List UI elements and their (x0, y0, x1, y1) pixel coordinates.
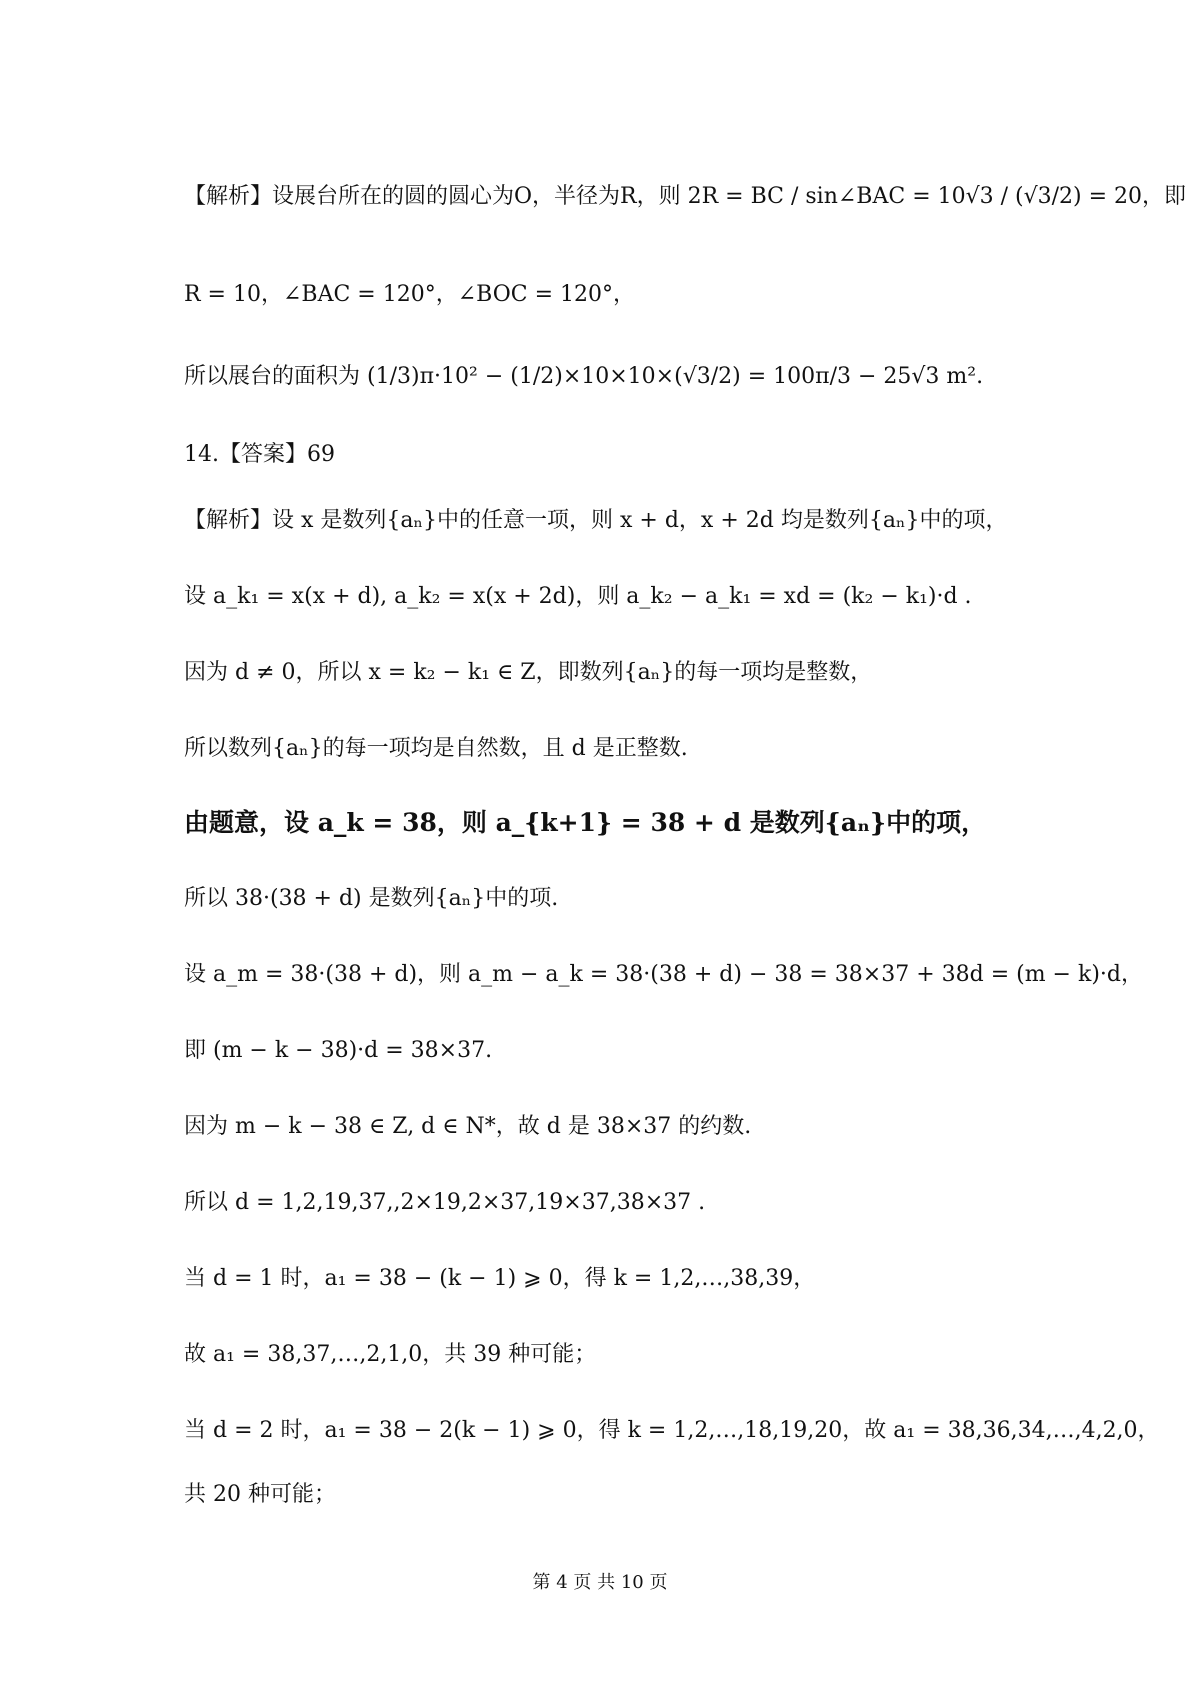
page-footer: 第 4 页 共 10 页 (532, 1572, 668, 1593)
text-line: 所以 d = 1,2,19,37,,2×19,2×37,19×37,38×37 . (184, 1190, 706, 1215)
text-line: 当 d = 1 时，a₁ = 38 − (k − 1) ⩾ 0，得 k = 1,2,…,38,39， (184, 1266, 816, 1291)
text-line: 所以展台的面积为 (1/3)π·10² − (1/2)×10×10×(√3/2) = 100π/3 − 25√3 m². (184, 364, 984, 389)
text-line: 当 d = 2 时，a₁ = 38 − 2(k − 1) ⩾ 0，得 k = 1,2,…,18,19,20，故 a₁ = 38,36,34,…,4,2,0， (184, 1418, 1160, 1443)
answer-heading: 14.【答案】69 (184, 442, 335, 467)
text-line: 因为 d ≠ 0，所以 x = k₂ − k₁ ∈ Z，即数列{aₙ}的每一项均是整数， (184, 660, 873, 685)
text-line: 所以 38·(38 + d) 是数列{aₙ}中的项. (184, 886, 559, 911)
text-line: 【解析】设 x 是数列{aₙ}中的任意一项，则 x + d，x + 2d 均是数列{aₙ}中的项， (184, 508, 1008, 533)
text-line: 共 20 种可能； (184, 1482, 336, 1507)
text-line: 即 (m − k − 38)·d = 38×37. (184, 1038, 493, 1063)
text-line: 设 a_m = 38·(38 + d)，则 a_m − a_k = 38·(38 + d) − 38 = 38×37 + 38d = (m − k)·d， (184, 962, 1143, 987)
text-line: R = 10，∠BAC = 120°，∠BOC = 120°， (184, 282, 636, 307)
text-line: 所以数列{aₙ}的每一项均是自然数，且 d 是正整数. (184, 736, 688, 761)
text-line: 因为 m − k − 38 ∈ Z, d ∈ N*，故 d 是 38×37 的约数. (184, 1114, 752, 1139)
text-line: 设 a_k₁ = x(x + d), a_k₂ = x(x + 2d)，则 a_k₂ − a_k₁ = xd = (k₂ − k₁)·d . (184, 584, 972, 609)
text-line: 由题意，设 a_k = 38，则 a_{k+1} = 38 + d 是数列{aₙ}中的项， (184, 808, 987, 837)
text-line: 故 a₁ = 38,37,…,2,1,0，共 39 种可能； (184, 1342, 597, 1367)
text-line: 【解析】设展台所在的圆的圆心为O，半径为R，则 2R = BC / sin∠BAC = 10√3 / (√3/2) = 20，即 (184, 184, 1187, 209)
